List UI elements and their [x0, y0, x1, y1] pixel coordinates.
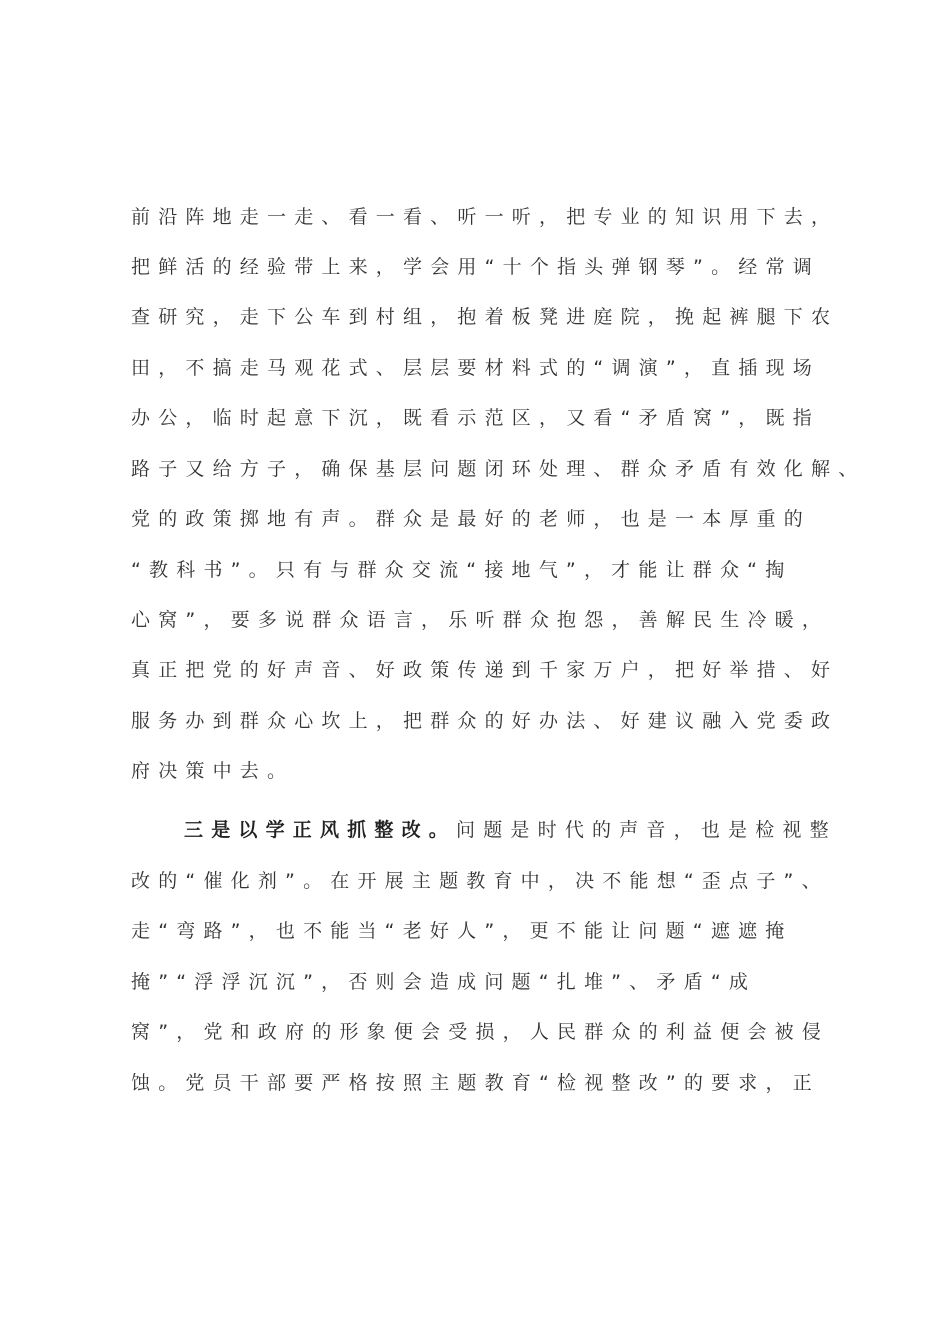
paragraph-1-line-9: 心窝”，要多说群众语言，乐听群众抱怨，善解民生冷暖，	[131, 609, 830, 631]
paragraph-1-line-4: 田，不搞走马观花式、层层要材料式的“调演”，直插现场	[131, 357, 820, 379]
paragraph-1-line-12: 府决策中去。	[131, 760, 295, 782]
paragraph-1-line-1: 前沿阵地走一走、看一看、听一听，把专业的知识用下去，	[131, 206, 839, 228]
paragraph-1-line-7: 党的政策掷地有声。群众是最好的老师，也是一本厚重的	[131, 508, 812, 530]
paragraph-2-line-4: 掩”“浮浮沉沉”，否则会造成问题“扎堆”、矛盾“成	[131, 971, 757, 993]
paragraph-1-line-11: 服务办到群众心坎上，把群众的好办法、好建议融入党委政	[131, 710, 839, 732]
paragraph-2-line-2: 改的“催化剂”。在开展主题教育中，决不能想“歪点子”、	[131, 870, 829, 892]
paragraph-1-line-2: 把鲜活的经验带上来，学会用“十个指头弹钢琴”。经常调	[131, 256, 820, 278]
paragraph-1-line-6: 路子又给方子，确保基层问题闭环处理、群众矛盾有效化解、	[131, 458, 866, 480]
paragraph-1-line-8: “教科书”。只有与群众交流“接地气”，才能让群众“掏	[131, 559, 793, 581]
paragraph-2-line-6: 蚀。党员干部要严格按照主题教育“检视整改”的要求，正	[131, 1072, 820, 1094]
paragraph-1-line-10: 真正把党的好声音、好政策传递到千家万户，把好举措、好	[131, 659, 839, 681]
paragraph-2-line-1-text: 问题是时代的声音，也是检视整	[456, 819, 837, 841]
paragraph-1-line-3: 查研究，走下公车到村组，抱着板凳进庭院，挽起裤腿下农	[131, 306, 839, 328]
paragraph-1-line-5: 办公，临时起意下沉，既看示范区，又看“矛盾窝”，既指	[131, 407, 820, 429]
paragraph-2-line-5: 窝”，党和政府的形象便会受损，人民群众的利益便会被侵	[131, 1021, 830, 1043]
paragraph-2-line-1	[184, 815, 837, 845]
section-heading: 三是以学正风抓整改。	[184, 819, 457, 841]
paragraph-2-line-3: 走“弯路”，也不能当“老好人”，更不能让问题“遮遮掩	[131, 920, 793, 942]
